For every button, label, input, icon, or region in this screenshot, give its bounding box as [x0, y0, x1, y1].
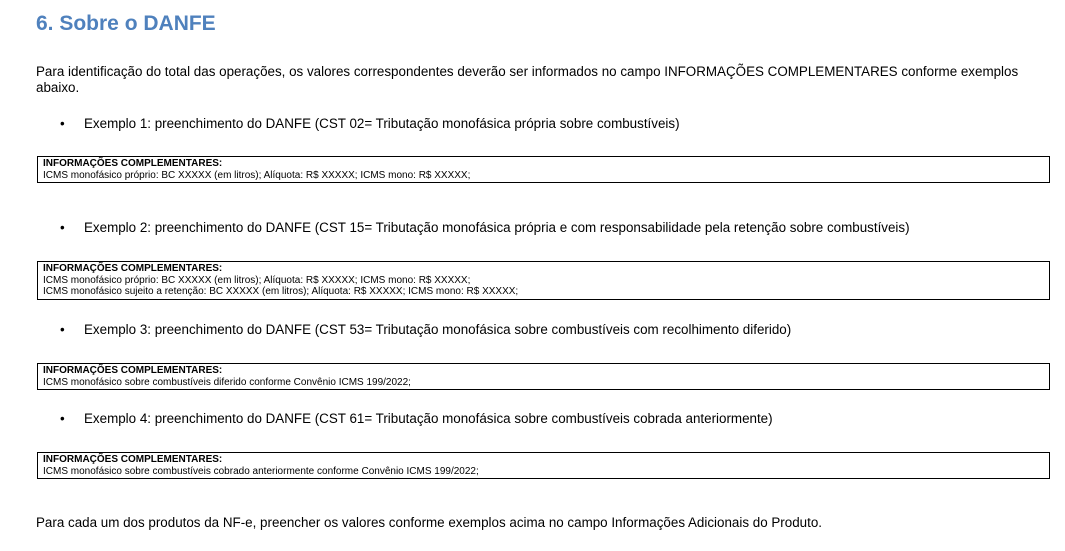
info-box-line: ICMS monofásico sobre combustíveis cobrado anteriormente conforme Convênio ICMS 199/2022; [43, 465, 479, 477]
example-4-item [60, 411, 773, 427]
example-3-label: Exemplo 3: preenchimento do DANFE (CST 53= Tributação monofásica sobre combustíveis com recolhimento diferido) [84, 322, 792, 337]
example-3-item [60, 322, 791, 338]
info-box-title: INFORMAÇÕES COMPLEMENTARES: [43, 454, 223, 465]
bullet-icon: • [60, 220, 65, 235]
info-box-title: INFORMAÇÕES COMPLEMENTARES: [43, 365, 223, 376]
example-2-item [60, 220, 910, 236]
section-heading: 6. Sobre o DANFE [36, 12, 216, 35]
example-2-label: Exemplo 2: preenchimento do DANFE (CST 15= Tributação monofásica própria e com responsabilidade pela retenção sobre combustíveis) [84, 220, 910, 235]
example-1-label: Exemplo 1: preenchimento do DANFE (CST 02= Tributação monofásica própria sobre combustíveis) [84, 116, 680, 131]
bullet-icon: • [60, 116, 65, 131]
info-box-line: ICMS monofásico próprio: BC XXXXX (em litros); Alíquota: R$ XXXXX; ICMS mono: R$ XXXXX; [43, 169, 471, 181]
info-box-line: ICMS monofásico sobre combustíveis diferido conforme Convênio ICMS 199/2022; [43, 376, 411, 388]
info-box-line: ICMS monofásico próprio: BC XXXXX (em litros); Alíquota: R$ XXXXX; ICMS mono: R$ XXXXX; [43, 274, 471, 286]
example-4-label: Exemplo 4: preenchimento do DANFE (CST 61= Tributação monofásica sobre combustíveis cobrada anteriormente) [84, 411, 773, 426]
example-1-info-box [37, 156, 1050, 183]
info-box-title: INFORMAÇÕES COMPLEMENTARES: [43, 158, 223, 169]
info-box-line: ICMS monofásico sujeito a retenção: BC XXXXX (em litros); Alíquota: R$ XXXXX; ICMS mono: R$ XXXXX; [43, 286, 519, 297]
example-2-info-box [37, 261, 1050, 300]
bullet-icon: • [60, 322, 65, 337]
bullet-icon: • [60, 411, 65, 426]
info-box-title: INFORMAÇÕES COMPLEMENTARES: [43, 263, 223, 274]
intro-paragraph: Para identificação do total das operações, os valores correspondentes deverão ser informados no campo INFORMAÇÕES COMPLEMENTARES conforme exemplos abaixo. [36, 64, 1019, 95]
example-3-info-box [37, 363, 1050, 390]
example-1-item [60, 116, 680, 132]
closing-paragraph: Para cada um dos produtos da NF-e, preencher os valores conforme exemplos acima no campo Informações Adicionais do Produto. [36, 515, 822, 530]
example-4-info-box [37, 452, 1050, 479]
